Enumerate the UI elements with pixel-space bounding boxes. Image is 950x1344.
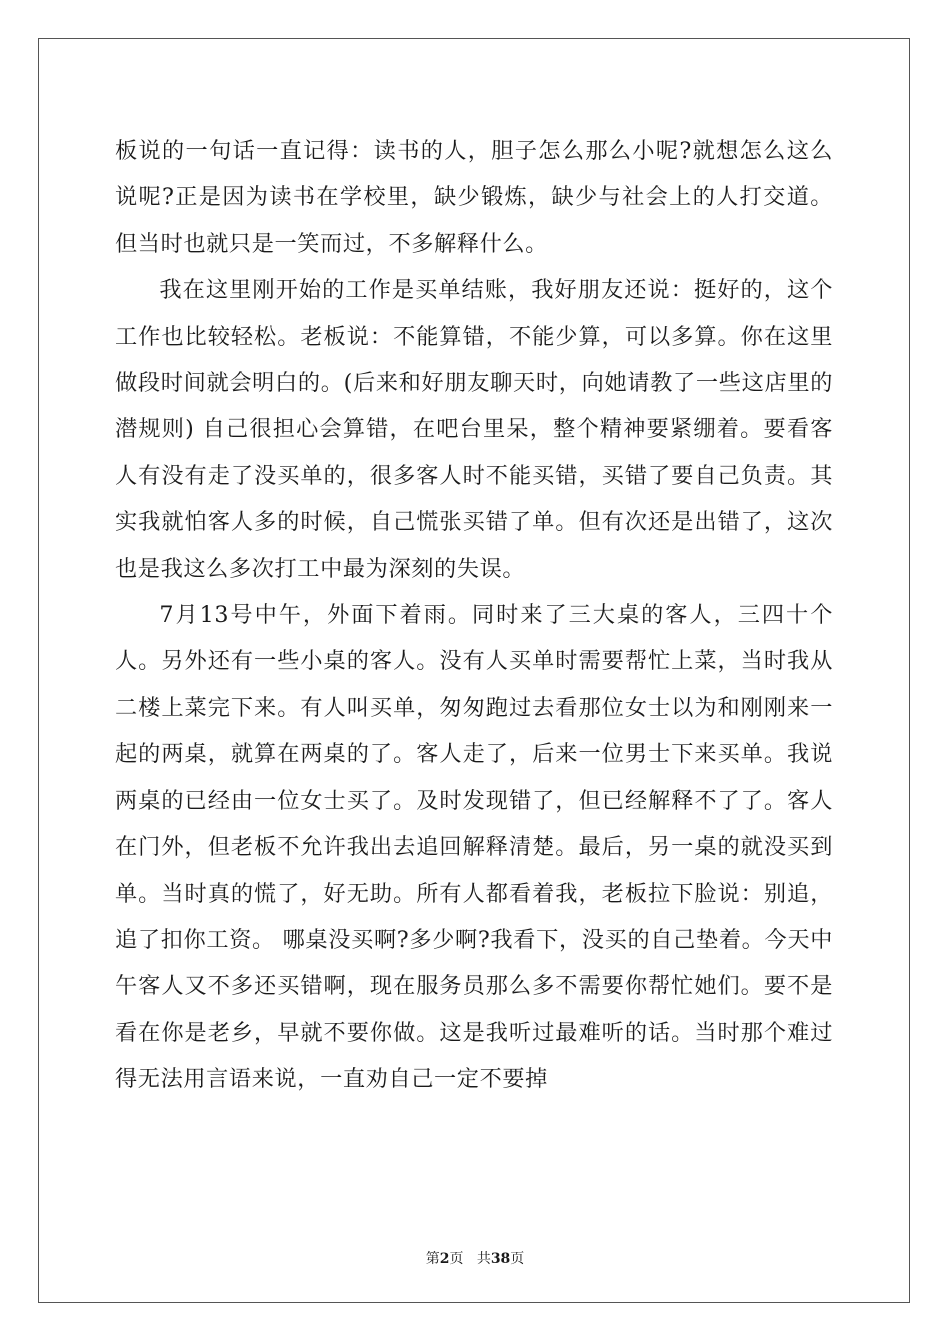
paragraph-3: 7月13号中午，外面下着雨。同时来了三大桌的客人，三四十个人。另外还有一些小桌的客人。没有人买单时需要帮忙上菜，当时我从二楼上菜完下来。有人叫买单，匆匆跑过去看那位女士以为和刚刚来一起的两桌，就算在两桌的了。客人走了，后来一位男士下来买单。我说两桌的已经由一位女士买了。及时发现错了，但已经解释不了了。客人在门外，但老板不允许我出去追回解释清楚。最后，另一桌的就没买到单。当时真的慌了，好无助。所有人都看着我，老板拉下脸说：别追，追了扣你工资。 哪桌没买啊?多少啊?我看下，没买的自己垫着。今天中午客人又不多还买错啊，现在服务员那么多不需要你帮忙她们。要不是看在你是老乡，早就不要你做。这是我听过最难听的话。当时那个难过得无法用言语来说，一直劝自己一定不要掉 xyxy=(115,602,833,1093)
document-body xyxy=(115,128,833,1103)
total-pages-number: 38 xyxy=(490,1251,511,1267)
current-page-number: 2 xyxy=(439,1251,450,1267)
paragraph-1: 板说的一句话一直记得：读书的人，胆子怎么那么小呢?就想怎么这么说呢?正是因为读书在学校里，缺少锻炼，缺少与社会上的人打交道。但当时也就只是一笑而过，不多解释什么。 xyxy=(115,138,833,257)
footer-total-unit: 页 xyxy=(510,1251,525,1267)
footer-total-prefix: 共 xyxy=(476,1251,491,1267)
page-footer xyxy=(0,1248,950,1268)
footer-prefix: 第 xyxy=(425,1251,440,1267)
paragraph-2: 我在这里刚开始的工作是买单结账，我好朋友还说：挺好的，这个工作也比较轻松。老板说：不能算错，不能少算，可以多算。你在这里做段时间就会明白的。(后来和好朋友聊天时，向她请教了一些这店里的潜规则) 自己很担心会算错，在吧台里呆，整个精神要紧绷着。要看客人有没有走了没买单的，很多客人时不能买错，买错了要自己负责。其实我就怕客人多的时候，自己慌张买错了单。但有次还是出错了，这次也是我这么多次打工中最为深刻的失误。 xyxy=(115,277,833,582)
footer-page-unit: 页 xyxy=(449,1251,464,1267)
